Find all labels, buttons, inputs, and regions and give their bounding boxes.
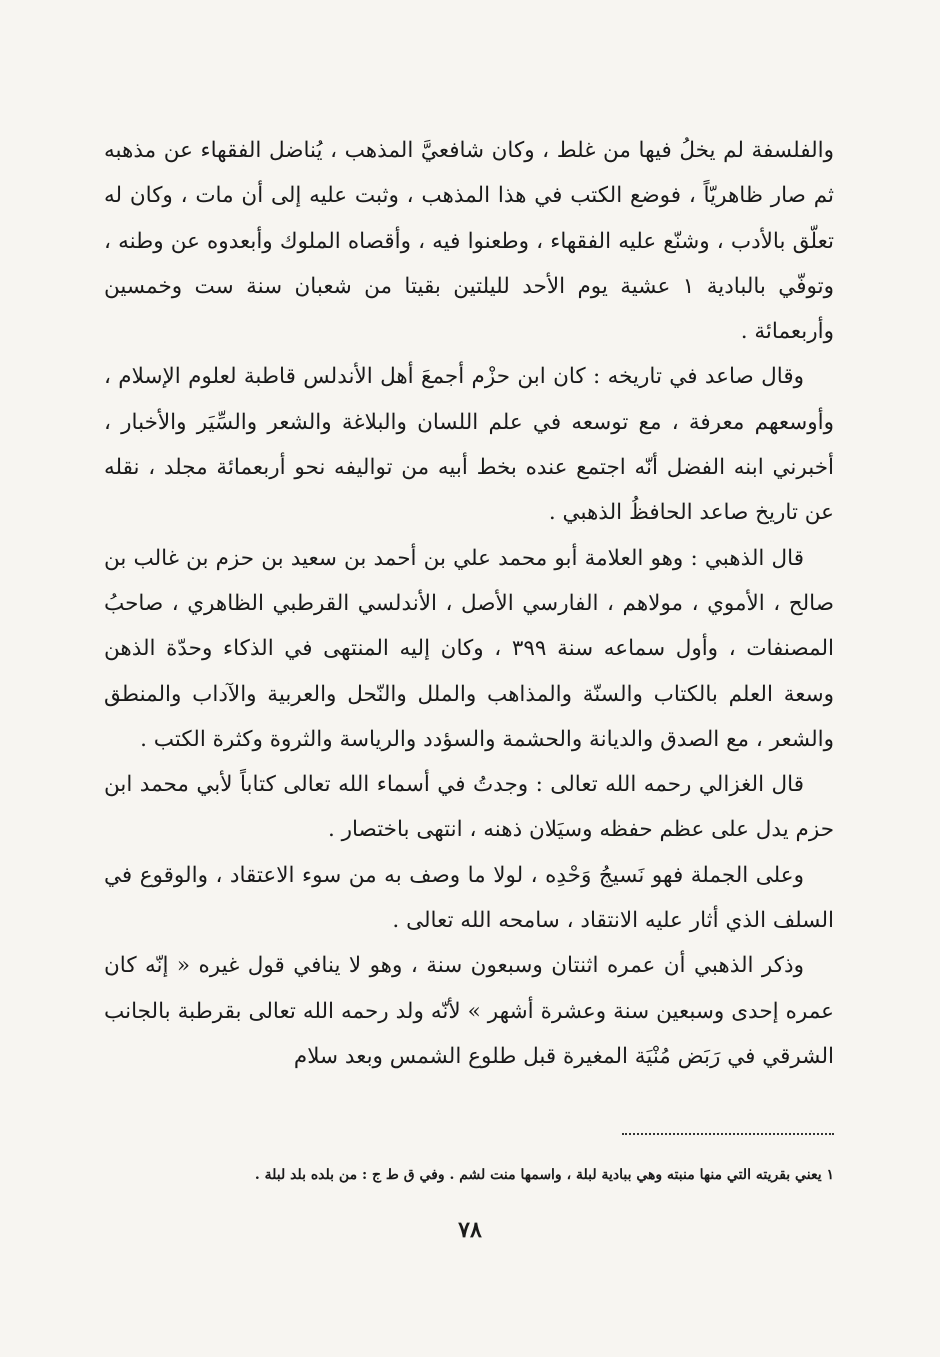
page-number: ٧٨ (458, 1217, 482, 1243)
paragraph: وذكر الذهبي أن عمره اثنتان وسبعون سنة ، وهو لا ينافي قول غيره « إنّه كان عمره إحدى وسبعين سنة وعشرة أشهر » لأنّه ولد رحمه الله تعالى بقرطبة بالجانب الشرقي في رَبَض مُنْيَة المغيرة قبل طلوع الشمس وبعد سلام (104, 953, 834, 1069)
paragraph: وقال صاعد في تاريخه : كان ابن حزْم أجمعَ أهل الأندلس قاطبة لعلوم الإسلام ، وأوسعهم معرفة ، مع توسعه في علم اللسان والبلاغة والشعر والسِّيَر والأخبار ، أخبرني ابنه الفضل أنّه اجتمع عنده بخط أبيه من تواليفه نحو أربعمائة مجلد ، نقله عن تاريخ صاعد الحافظُ الذهبي . (104, 364, 834, 526)
paragraph: قال الغزالي رحمه الله تعالى : وجدتُ في أسماء الله تعالى كتاباً لأبي محمد ابن حزم يدل على عظم حفظه وسيَلان ذهنه ، انتهى باختصار . (104, 772, 834, 843)
paragraph: قال الذهبي : وهو العلامة أبو محمد علي بن أحمد بن سعيد بن حزم بن غالب بن صالح ، الأموي ، مولاهم ، الفارسي الأصل ، الأندلسي القرطبي الظاهري ، صاحبُ المصنفات ، وأول سماعه سنة ٣٩٩ ، وكان إليه المنتهى في الذكاء وحدّة الذهن وسعة العلم بالكتاب والسنّة والمذاهب والملل والنّحل والعربية والآداب والمنطق والشعر ، مع الصدق والديانة والحشمة والسؤدد والرياسة والثروة وكثرة الكتب . (104, 545, 835, 752)
paragraph: وعلى الجملة فهو نَسيجُ وَحْدِه ، لولا ما وصف به من سوء الاعتقاد ، والوقوع في السلف الذي أثار عليه الانتقاد ، سامحه الله تعالى . (104, 862, 834, 934)
footnote: ١ يعني بقريته التي منها منبته وهي ببادية لبلة ، واسمها منت لشم . وفي ق ط ج : من بلده بلد لبلة . (254, 1167, 834, 1183)
paragraph: والفلسفة لم يخلُ فيها من غلط ، وكان شافعيَّ المذهب ، يُناضل الفقهاء عن مذهبه ثم صار ظاهريّاً ، فوضع الكتب في هذا المذهب ، وثبت عليه إلى أن مات ، وكان له تعلّق بالأدب ، وشنّع عليه الفقهاء ، وطعنوا فيه ، وأقصاه الملوك وأبعدوه عن وطنه ، وتوفّي بالبادية ١ عشية يوم الأحد لليلتين بقيتا من شعبان سنة ست وخمسين وأربعمائة . (104, 138, 834, 345)
main-text (104, 128, 834, 1079)
footnote-divider (622, 1133, 834, 1135)
